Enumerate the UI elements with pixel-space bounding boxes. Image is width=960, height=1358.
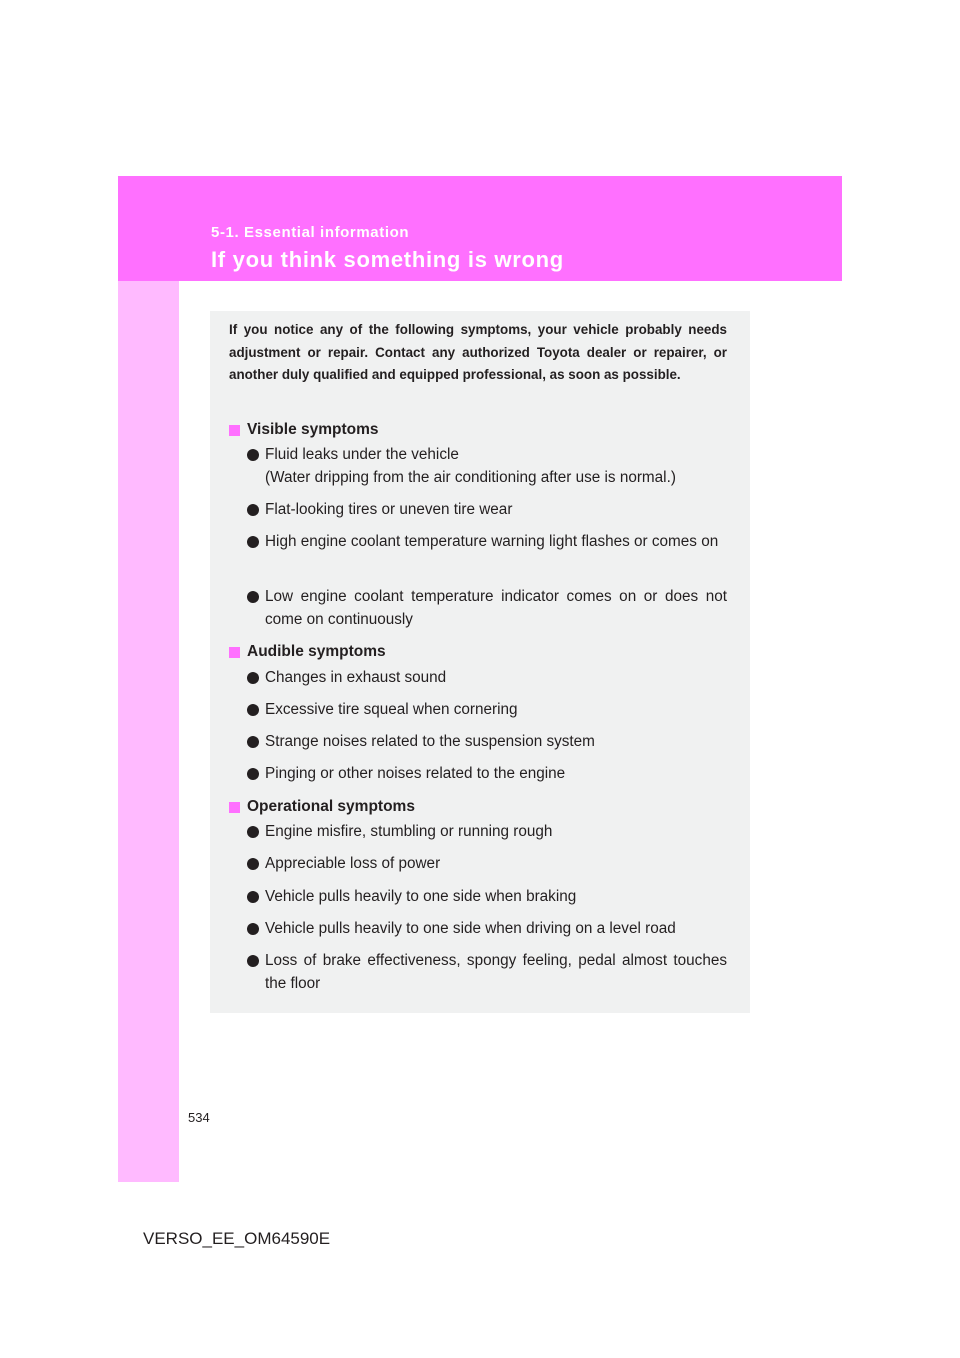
intro-paragraph: If you notice any of the following symptoms, your vehicle probably needs adjustment or repair. Contact any authorized Toyota dealer or repairer, or another duly qualified and equipped professional, as soon as possible. xyxy=(229,322,727,382)
list-item xyxy=(247,699,727,722)
list-item xyxy=(247,853,727,876)
list-item xyxy=(247,444,727,489)
list-item-text: Excessive tire squeal when cornering xyxy=(265,701,518,718)
list-item xyxy=(247,918,727,941)
list-item xyxy=(247,667,727,690)
list-item xyxy=(247,499,727,522)
list-item xyxy=(247,950,727,995)
square-bullet-icon xyxy=(229,802,240,813)
bullet-icon xyxy=(247,891,259,903)
list-item xyxy=(247,731,727,754)
list-item-text: Changes in exhaust sound xyxy=(265,669,447,686)
bullet-icon xyxy=(247,672,259,684)
list-item-text: Flat-looking tires or uneven tire wear xyxy=(265,501,513,518)
bullet-icon xyxy=(247,736,259,748)
bullet-icon xyxy=(247,826,259,838)
square-bullet-icon xyxy=(229,425,240,436)
side-tab xyxy=(118,281,179,1182)
section-label: 5-1. Essential information xyxy=(211,224,410,241)
list-item xyxy=(247,763,727,786)
bullet-icon xyxy=(247,923,259,935)
list-item xyxy=(247,821,727,844)
bullet-icon xyxy=(247,449,259,461)
list-item xyxy=(247,531,727,554)
page-title: If you think something is wrong xyxy=(211,247,564,272)
list-item-note: (Water dripping from the air conditioning after use is normal.) xyxy=(265,468,676,486)
list-item-text: Strange noises related to the suspension system xyxy=(265,733,595,750)
page-number: 534 xyxy=(188,1110,210,1125)
bullet-icon xyxy=(247,504,259,516)
bullet-icon xyxy=(247,768,259,780)
heading-label: Operational symptoms xyxy=(247,798,415,815)
list-item-text: Vehicle pulls heavily to one side when driving on a level road xyxy=(265,920,676,937)
list-item xyxy=(247,886,727,909)
list-item-text: High engine coolant temperature warning light flashes or comes on xyxy=(265,533,719,550)
list-item-text: Pinging or other noises related to the engine xyxy=(265,765,566,782)
document-code: VERSO_EE_OM64590E xyxy=(143,1229,331,1248)
list-item xyxy=(247,586,727,631)
heading-label: Visible symptoms xyxy=(247,421,379,438)
list-item-text: Fluid leaks under the vehicle xyxy=(265,446,459,463)
list-item-text: Low engine coolant temperature indicator comes on or does not come on continuously xyxy=(265,588,727,628)
list-item-text: Loss of brake effectiveness, spongy feeling, pedal almost touches the floor xyxy=(265,952,727,992)
heading-operational-symptoms xyxy=(229,797,415,817)
heading-label: Audible symptoms xyxy=(247,643,386,660)
list-item-text: Engine misfire, stumbling or running rough xyxy=(265,823,553,840)
list-item-text: Vehicle pulls heavily to one side when braking xyxy=(265,888,577,905)
heading-audible-symptoms xyxy=(229,642,386,662)
bullet-icon xyxy=(247,536,259,548)
list-item-text: Appreciable loss of power xyxy=(265,855,441,872)
bullet-icon xyxy=(247,591,259,603)
square-bullet-icon xyxy=(229,647,240,658)
bullet-icon xyxy=(247,704,259,716)
bullet-icon xyxy=(247,858,259,870)
bullet-icon xyxy=(247,955,259,967)
heading-visible-symptoms xyxy=(229,420,379,440)
